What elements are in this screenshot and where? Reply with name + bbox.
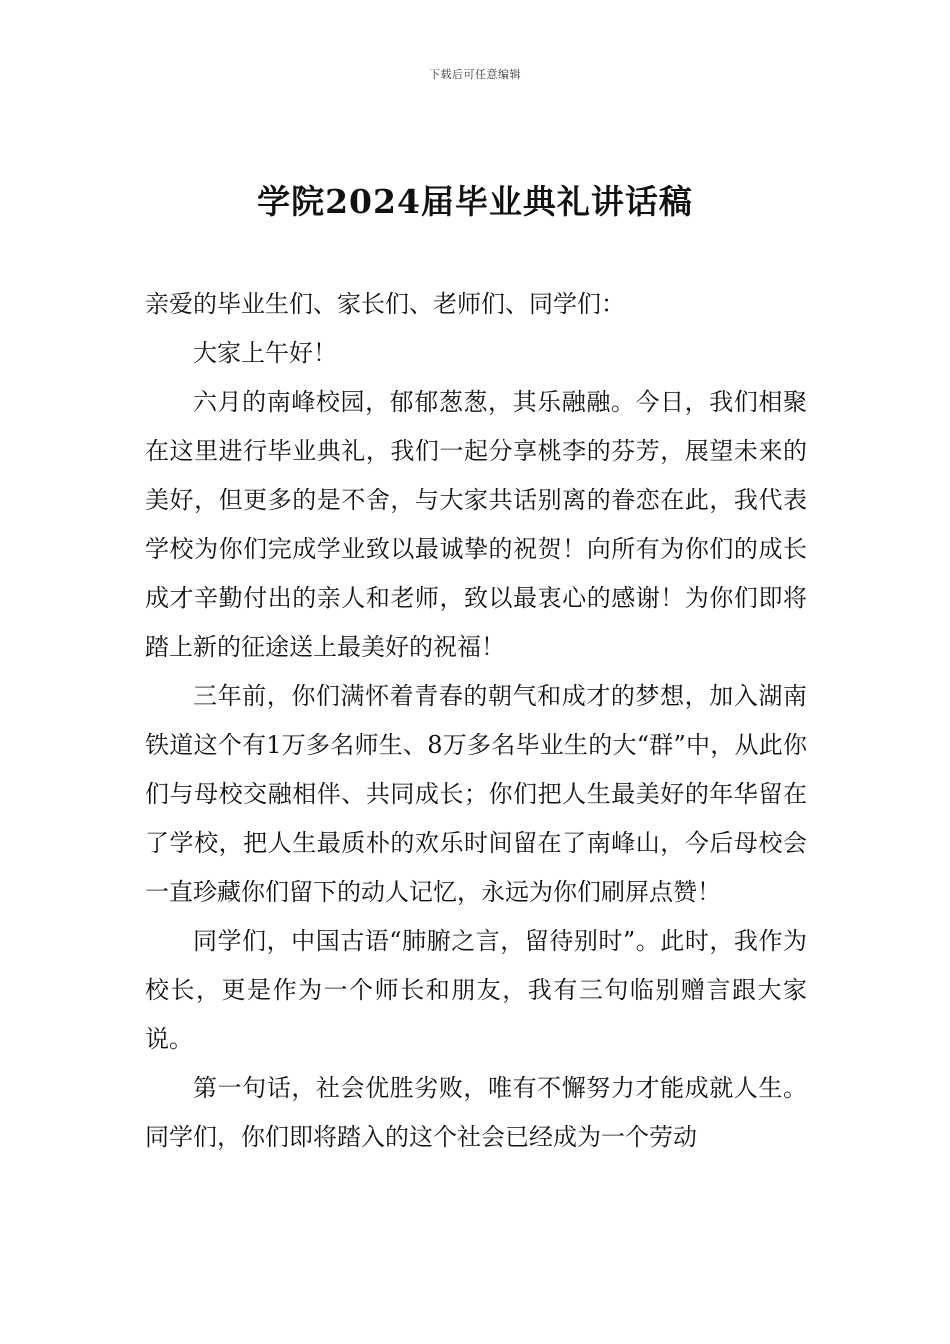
salutation: 亲爱的毕业生们、家长们、老师们、同学们：: [145, 290, 625, 318]
header-note: 下载后可任意编辑: [429, 68, 521, 81]
document-body: [145, 280, 807, 1162]
paragraph-2: 三年前，你们满怀着青春的朝气和成才的梦想，加入湖南铁道这个有1万多名师生、8万多名毕业生的大“群”中，从此你们与母校交融相伴、共同成长；你们把人生最美好的年华留在了学校，把人生最质朴的欢乐时间留在了南峰山，今后母校会一直珍藏你们留下的动人记忆，永远为你们刷屏点赞！: [145, 682, 807, 906]
paragraph-greeting: 大家上午好！: [193, 339, 337, 367]
paragraph-4: 第一句话，社会优胜劣败，唯有不懈努力才能成就人生。同学们，你们即将踏入的这个社会已经成为一个劳动: [145, 1074, 807, 1151]
paragraph-3: 同学们，中国古语“肺腑之言，留待别时”。此时，我作为校长，更是作为一个师长和朋友，我有三句临别赠言跟大家说。: [145, 927, 807, 1053]
document-title: 学院2024届毕业典礼讲话稿: [257, 182, 693, 221]
paragraph-1: 六月的南峰校园，郁郁葱葱，其乐融融。今日，我们相聚在这里进行毕业典礼，我们一起分享桃李的芬芳，展望未来的美好，但更多的是不舍，与大家共话别离的眷恋在此，我代表学校为你们完成学业致以最诚挚的祝贺！向所有为你们的成长成才辛勤付出的亲人和老师，致以最衷心的感谢！为你们即将踏上新的征途送上最美好的祝福！: [145, 388, 807, 661]
